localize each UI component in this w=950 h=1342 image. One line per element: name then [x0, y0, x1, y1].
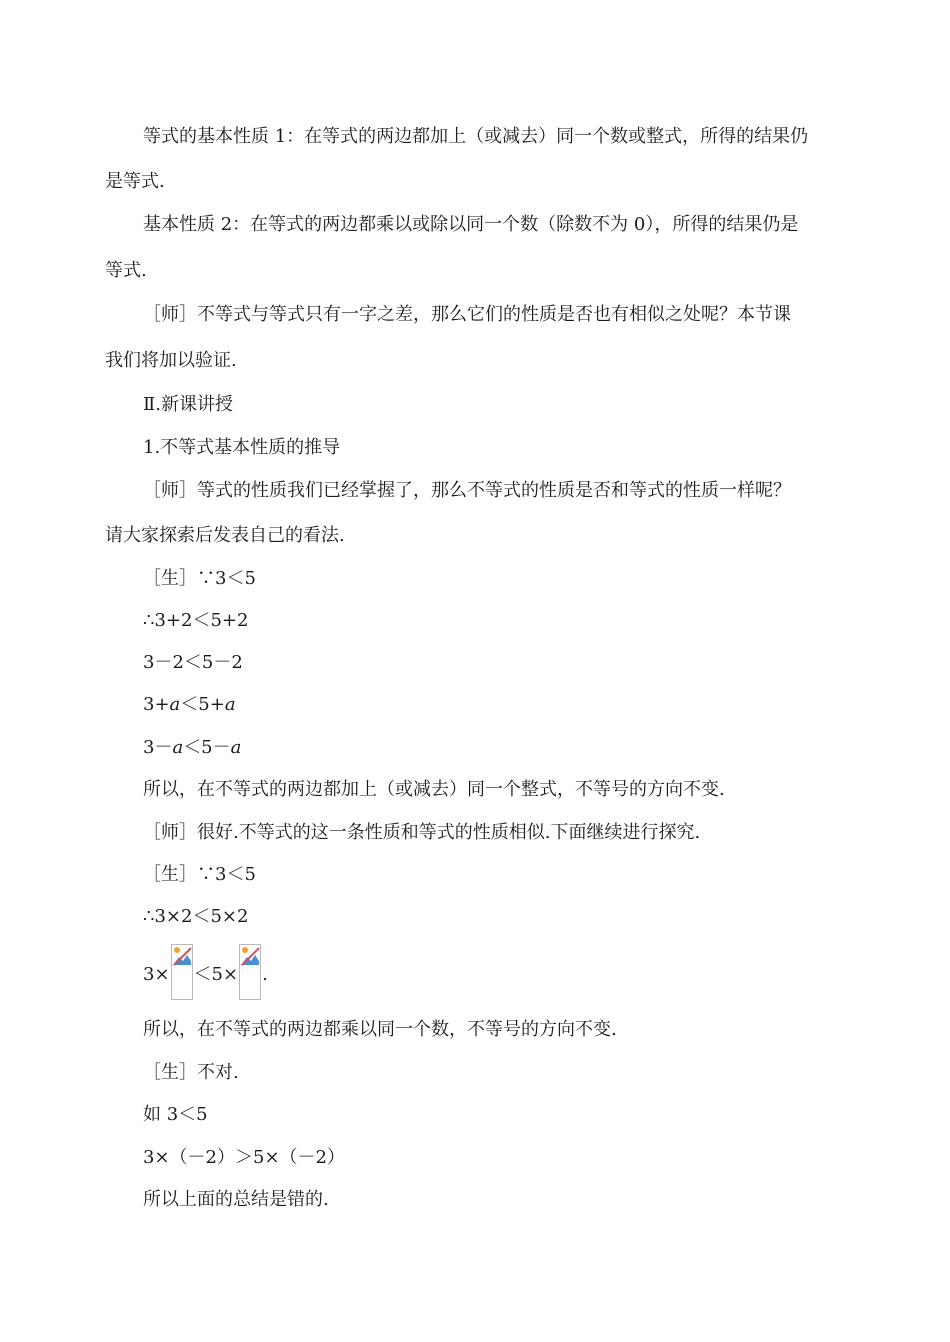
paragraph-property2-cont: 等式. [105, 260, 147, 281]
expr-part: ＜5× [193, 964, 239, 985]
student-line-3: 3－2＜5－2 [143, 652, 243, 673]
variable-a: a [172, 737, 184, 758]
conclusion-3: 所以上面的总结是错的. [143, 1189, 329, 1210]
variable-a: a [230, 737, 242, 758]
paragraph-teacher-prompt-cont: 请大家探索后发表自己的看法. [105, 525, 345, 546]
student-line-5 [143, 735, 950, 761]
student-line-4 [143, 692, 950, 718]
student-line-7: ∴3×2＜5×2 [143, 906, 249, 927]
paragraph-teacher-prompt: ［师］等式的性质我们已经掌握了，那么不等式的性质是否和等式的性质一样呢？ [143, 480, 791, 501]
paragraph-property1: 等式的基本性质 1：在等式的两边都加上（或减去）同一个数或整式，所得的结果仍 [143, 126, 809, 147]
expr-part: . [262, 964, 268, 985]
variable-a: a [169, 694, 181, 715]
student-line-1: ［生］∵3＜5 [143, 568, 256, 589]
expr-part: ＜5+ [180, 694, 225, 715]
paragraph-teacher-question: ［师］不等式与等式只有一字之差，那么它们的性质是否也有相似之处呢？本节课 [143, 304, 791, 325]
expr-part: ＜5－ [183, 737, 231, 758]
counter-example-calc: 3×（－2）＞5×（－2） [143, 1147, 345, 1168]
broken-image-icon [239, 944, 261, 1000]
student-line-6: ［生］∵3＜5 [143, 864, 256, 885]
paragraph-property2: 基本性质 2：在等式的两边都乘以或除以同一个数（除数不为 0），所得的结果仍是 [143, 214, 799, 235]
conclusion-1: 所以，在不等式的两边都加上（或减去）同一个整式，不等号的方向不变. [143, 779, 725, 800]
student-line-8 [143, 962, 950, 1018]
variable-a: a [224, 694, 236, 715]
teacher-remark: ［师］很好.不等式的这一条性质和等式的性质相似.下面继续进行探究. [143, 822, 701, 843]
student-objection: ［生］不对. [143, 1062, 239, 1083]
student-line-2: ∴3+2＜5+2 [143, 610, 249, 631]
subsection-heading: 1.不等式基本性质的推导 [143, 437, 341, 458]
expr-part: 3－ [143, 737, 173, 758]
expr-part: 3× [143, 964, 170, 985]
conclusion-2: 所以，在不等式的两边都乘以同一个数，不等号的方向不变. [143, 1019, 617, 1040]
expr-part: 3+ [143, 694, 170, 715]
broken-image-icon [171, 944, 193, 1000]
paragraph-property1-cont: 是等式. [105, 171, 165, 192]
section-heading: Ⅱ.新课讲授 [143, 394, 233, 415]
counter-example: 如 3＜5 [143, 1104, 208, 1125]
paragraph-teacher-question-cont: 我们将加以验证. [105, 350, 237, 371]
